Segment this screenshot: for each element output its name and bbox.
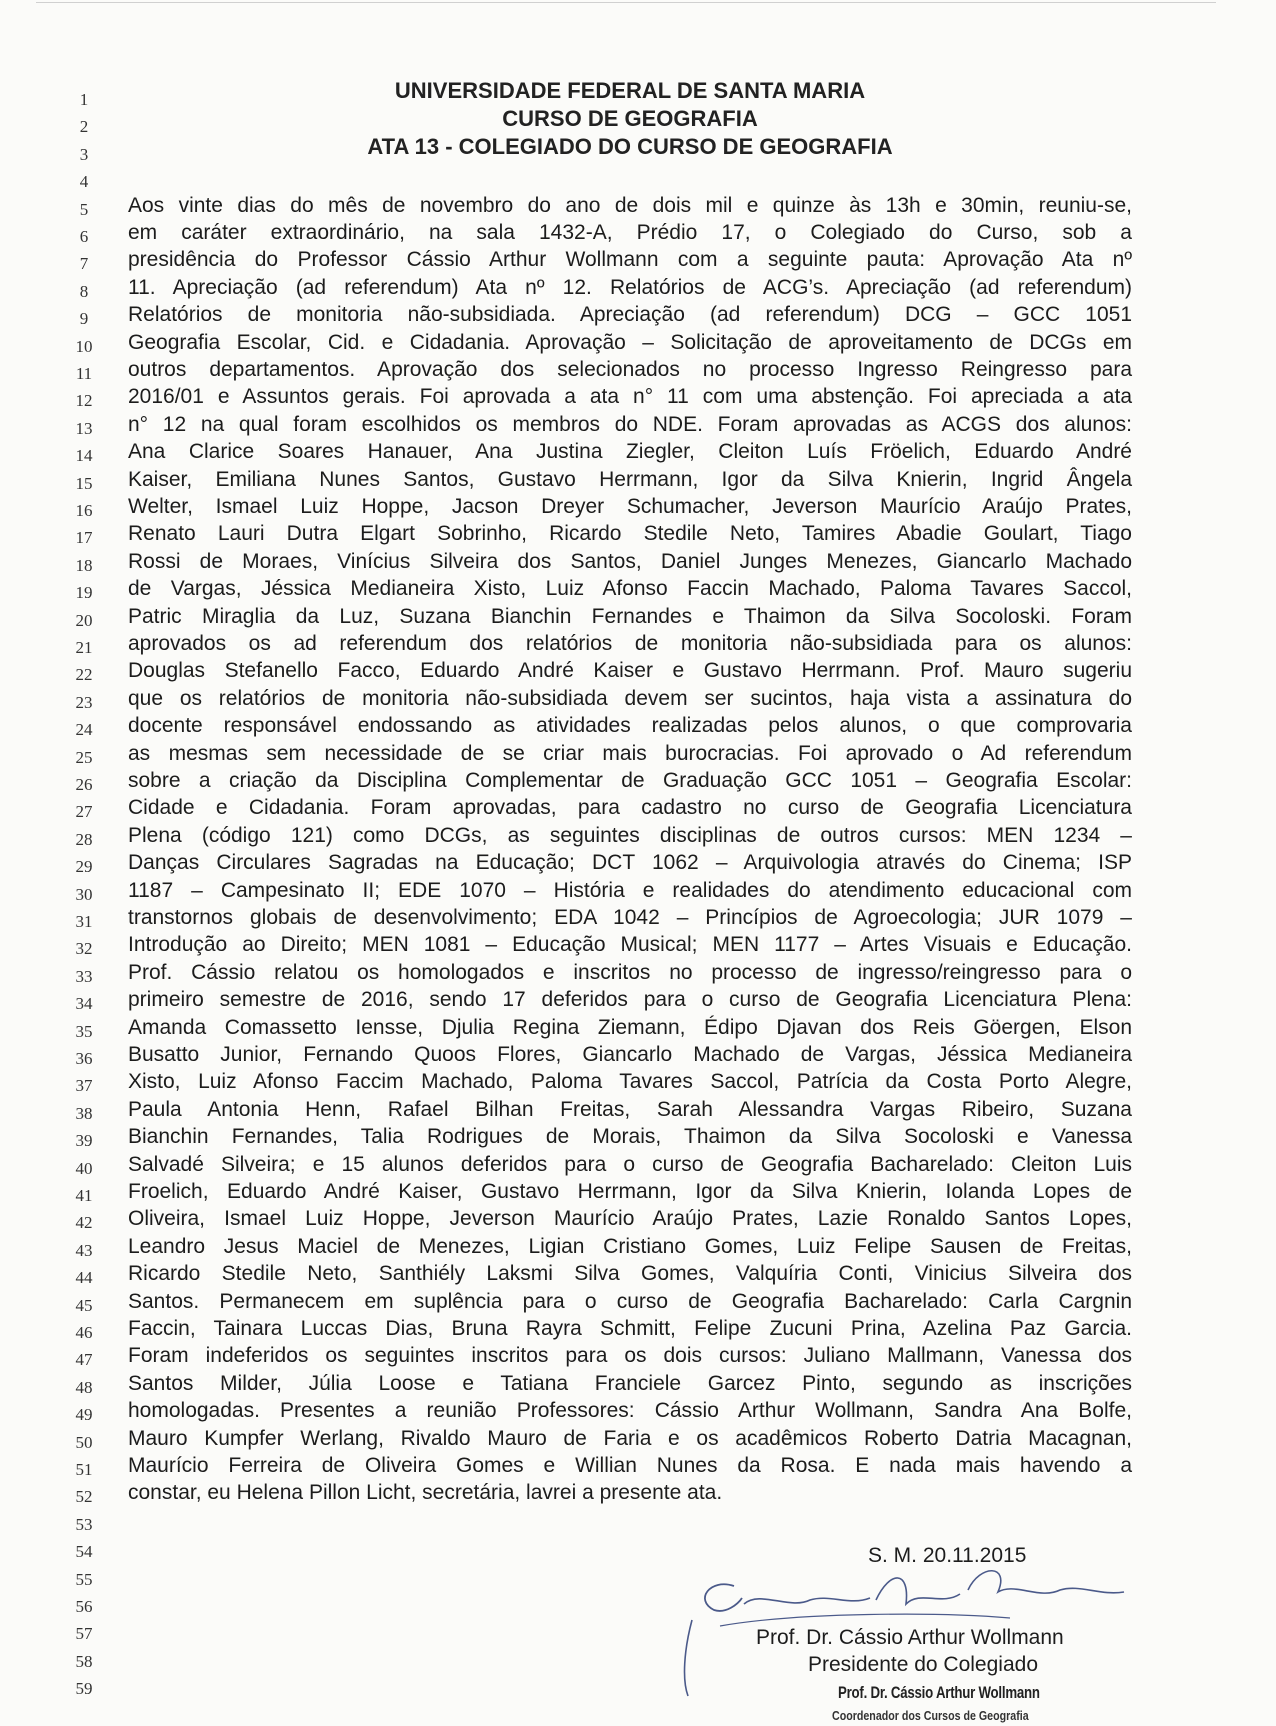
minutes-text-line: aprovados os ad referendum dos relatórios de monitoria não-subsidiada para os alunos: <box>128 632 1132 655</box>
minutes-text-line: Rossi de Moraes, Vinícius Silveira dos Santos, Daniel Junges Menezes, Giancarlo Machado <box>128 549 1132 573</box>
line-number: 19 <box>75 583 93 603</box>
minutes-text-line: Amanda Comassetto Iensse, Djulia Regina Ziemann, Édipo Djavan dos Reis Göergen, Elson <box>128 1015 1132 1039</box>
minutes-text-line: Froelich, Eduardo André Kaiser, Gustavo Herrmann, Igor da Silva Knierin, Iolanda Lopes de <box>128 1180 1132 1203</box>
line-number: 11 <box>75 364 93 383</box>
minutes-text-line: Aos vinte dias do mês de novembro do ano de dois mil e quinze às 13h e 30min, reuniu-se, <box>128 193 1132 217</box>
line-number: 59 <box>75 1679 93 1699</box>
minutes-text-line: Oliveira, Ismael Luiz Hoppe, Jeverson Maurício Araújo Prates, Lazie Ronaldo Santos Lopes, <box>128 1207 1132 1231</box>
page-top-edge <box>36 2 1216 3</box>
line-number: 15 <box>75 473 93 493</box>
line-number: 34 <box>75 994 93 1014</box>
line-number: 56 <box>75 1597 93 1616</box>
line-number: 1 <box>79 90 89 109</box>
minutes-text-line: que os relatórios de monitoria não-subsidiada devem ser sucintos, haja vista a assinatura do <box>128 686 1132 710</box>
line-number: 18 <box>75 555 93 575</box>
minutes-title: ATA 13 - COLEGIADO DO CURSO DE GEOGRAFIA <box>367 134 893 159</box>
line-number: 4 <box>79 172 89 192</box>
minutes-text-line: Maurício Ferreira de Oliveira Gomes e Willian Nunes da Rosa. E nada mais havendo a <box>128 1454 1132 1477</box>
line-number: 35 <box>75 1021 93 1041</box>
signer-name: Prof. Dr. Cássio Arthur Wollmann <box>756 1626 1064 1649</box>
line-number: 31 <box>75 912 93 931</box>
minutes-text-line: Xisto, Luiz Afonso Faccim Machado, Paloma Tavares Saccol, Patrícia da Costa Porto Alegre, <box>128 1070 1132 1094</box>
course-heading: CURSO DE GEOGRAFIA <box>502 106 758 131</box>
minutes-text-line: sobre a criação da Disciplina Complementar de Graduação GCC 1051 – Geografia Escolar: <box>128 769 1132 792</box>
line-number: 46 <box>75 1323 93 1342</box>
line-number: 43 <box>75 1240 93 1260</box>
line-number: 41 <box>75 1186 93 1205</box>
line-number: 3 <box>79 144 89 164</box>
line-number: 55 <box>75 1569 93 1589</box>
minutes-text-line: Cidade e Cidadania. Foram aprovadas, para cadastro no curso de Geografia Licenciatura <box>128 796 1132 820</box>
signer-title: Presidente do Colegiado <box>808 1653 1038 1676</box>
minutes-text-line: n° 12 na qual foram escolhidos os membros do NDE. Foram aprovadas as ACGS dos alunos: <box>128 412 1132 436</box>
minutes-text-line: Bianchin Fernandes, Talia Rodrigues de Morais, Thaimon da Silva Socoloski e Vanessa <box>128 1125 1132 1149</box>
minutes-text-line: Plena (código 121) como DCGs, as seguintes disciplinas de outros cursos: MEN 1234 – <box>128 823 1132 847</box>
line-number: 52 <box>75 1487 93 1507</box>
line-number: 29 <box>75 857 93 877</box>
line-number: 39 <box>75 1131 93 1151</box>
line-number: 9 <box>79 309 89 329</box>
line-number: 14 <box>75 446 93 466</box>
line-number: 5 <box>79 199 89 219</box>
minutes-text-line: Danças Circulares Sagradas na Educação; DCT 1062 – Arquivologia através do Cinema; ISP <box>128 851 1132 875</box>
line-number: 49 <box>75 1405 93 1425</box>
line-number: 22 <box>75 665 93 685</box>
minutes-text-line: Relatórios de monitoria não-subsidiada. Apreciação (ad referendum) DCG – GCC 1051 <box>128 303 1132 327</box>
stamp-name: Prof. Dr. Cássio Arthur Wollmann <box>838 1683 1040 1702</box>
line-number: 12 <box>75 391 93 411</box>
minutes-text-line: transtornos globais de desenvolvimento; EDA 1042 – Princípios de Agroecologia; JUR 1079 – <box>128 906 1132 929</box>
minutes-text-line: Salvadé Silveira; e 15 alunos deferidos para o curso de Geografia Bacharelado: Cleiton Luis <box>128 1152 1132 1176</box>
minutes-text-line: Faccin, Tainara Luccas Dias, Bruna Rayra Schmitt, Felipe Zucuni Prina, Azelina Paz Garcia. <box>128 1317 1132 1340</box>
line-number: 48 <box>75 1377 93 1397</box>
line-number: 16 <box>75 501 93 520</box>
line-number: 28 <box>75 829 93 849</box>
minutes-text-line: Prof. Cássio relatou os homologados e inscritos no processo de ingresso/reingresso para o <box>128 960 1132 984</box>
minutes-text-line: docente responsável endossando as atividades realizadas pelos alunos, o que comprovaria <box>128 714 1132 738</box>
line-number: 7 <box>79 254 89 274</box>
line-number: 38 <box>75 1103 93 1123</box>
line-number: 8 <box>79 281 89 301</box>
minutes-text-line: 2016/01 e Assuntos gerais. Foi aprovada a ata n° 11 com uma abstenção. Foi apreciada a ata <box>128 385 1132 409</box>
minutes-text-line: as mesmas sem necessidade de se criar mais burocracias. Foi aprovado o Ad referendum <box>128 741 1132 765</box>
line-number: 33 <box>75 966 93 986</box>
line-number: 20 <box>75 610 93 630</box>
line-number: 54 <box>75 1542 93 1562</box>
minutes-text-line: Paula Antonia Henn, Rafael Bilhan Freitas, Sarah Alessandra Vargas Ribeiro, Suzana <box>128 1097 1132 1121</box>
minutes-text-line: Ricardo Stedile Neto, Santhiély Laksmi Silva Gomes, Valquíria Conti, Vinicius Silveira dos <box>128 1262 1132 1286</box>
line-number: 58 <box>75 1651 93 1671</box>
line-number: 27 <box>75 802 93 822</box>
line-number: 51 <box>75 1460 93 1479</box>
minutes-text-line: outros departamentos. Aprovação dos selecionados no processo Ingresso Reingresso para <box>128 358 1132 381</box>
line-number: 21 <box>75 638 93 657</box>
minutes-text-line: Kaiser, Emiliana Nunes Santos, Gustavo Herrmann, Igor da Silva Knierin, Ingrid Ângela <box>128 467 1132 491</box>
minutes-text-line: Mauro Kumpfer Werlang, Rivaldo Mauro de Faria e os acadêmicos Roberto Datria Macagnan, <box>128 1426 1132 1450</box>
minutes-text-line: Geografia Escolar, Cid. e Cidadania. Aprovação – Solicitação de aproveitamento de DCGs em <box>128 330 1132 354</box>
minutes-text-line: 1187 – Campesinato II; EDE 1070 – História e realidades do atendimento educacional com <box>128 878 1132 902</box>
minutes-text-line: Santos Milder, Júlia Loose e Tatiana Franciele Garcez Pinto, segundo as inscrições <box>128 1371 1132 1395</box>
line-number: 10 <box>75 336 93 356</box>
line-number: 2 <box>79 117 89 137</box>
line-number: 45 <box>75 1295 93 1315</box>
minutes-text-line: homologadas. Presentes a reunião Professores: Cássio Arthur Wollmann, Sandra Ana Bolfe, <box>128 1399 1132 1423</box>
line-number: 24 <box>75 720 93 740</box>
line-number: 17 <box>75 528 93 548</box>
line-number: 47 <box>75 1350 93 1370</box>
line-number: 57 <box>75 1624 93 1644</box>
line-number: 42 <box>75 1213 93 1233</box>
minutes-text-line: Renato Lauri Dutra Elgart Sobrinho, Ricardo Stedile Neto, Tamires Abadie Goulart, Tiago <box>128 522 1132 546</box>
line-number: 32 <box>75 939 93 959</box>
minutes-text-line: Patric Miraglia da Luz, Suzana Bianchin Fernandes e Thaimon da Silva Socoloski. Foram <box>128 604 1132 628</box>
minutes-text-line: 11. Apreciação (ad referendum) Ata nº 12. Relatórios de ACG’s. Apreciação (ad referendum) <box>128 275 1132 299</box>
line-number: 30 <box>75 884 93 904</box>
minutes-text-line: Welter, Ismael Luiz Hoppe, Jacson Dreyer Schumacher, Jeverson Maurício Araújo Prates, <box>128 495 1132 518</box>
stamp-role: Coordenador dos Cursos de Geografia <box>832 1708 1029 1723</box>
line-number: 26 <box>75 775 93 794</box>
line-number: 50 <box>75 1432 93 1452</box>
line-number: 40 <box>75 1158 93 1178</box>
minutes-text-line: Santos. Permanecem em suplência para o curso de Geografia Bacharelado: Carla Cargnin <box>128 1289 1132 1313</box>
minutes-text-line: Douglas Stefanello Facco, Eduardo André Kaiser e Gustavo Herrmann. Prof. Mauro sugeriu <box>128 659 1132 683</box>
line-number: 37 <box>75 1076 93 1096</box>
university-heading: UNIVERSIDADE FEDERAL DE SANTA MARIA <box>394 78 866 103</box>
minutes-text-line: primeiro semestre de 2016, sendo 17 deferidos para o curso de Geografia Licenciatura Plena: <box>128 988 1132 1012</box>
minutes-text-line: em caráter extraordinário, na sala 1432-A, Prédio 17, o Colegiado do Curso, sob a <box>128 221 1132 244</box>
line-number: 53 <box>75 1514 93 1534</box>
place-date: S. M. 20.11.2015 <box>868 1544 1027 1567</box>
line-number: 44 <box>75 1268 93 1288</box>
line-number: 36 <box>75 1049 93 1068</box>
minutes-text-line: de Vargas, Jéssica Medianeira Xisto, Luiz Afonso Faccin Machado, Paloma Tavares Saccol, <box>128 577 1132 601</box>
minutes-text-line: Ana Clarice Soares Hanauer, Ana Justina Ziegler, Cleiton Luís Fröelich, Eduardo André <box>128 440 1132 464</box>
minutes-text-line: constar, eu Helena Pillon Licht, secretária, lavrei a presente ata. <box>128 1481 723 1505</box>
line-number: 23 <box>75 692 93 712</box>
line-number: 13 <box>75 418 93 438</box>
line-number: 6 <box>79 227 89 246</box>
line-number: 25 <box>75 747 93 767</box>
minutes-text-line: Leandro Jesus Maciel de Menezes, Ligian Cristiano Gomes, Luiz Felipe Sausen de Freitas, <box>128 1234 1132 1258</box>
minutes-text-line: Busatto Junior, Fernando Quoos Flores, Giancarlo Machado de Vargas, Jéssica Medianeira <box>128 1043 1132 1066</box>
minutes-text-line: Foram indeferidos os seguintes inscritos para os dois cursos: Juliano Mallmann, Vanessa dos <box>128 1344 1132 1368</box>
minutes-text-line: Introdução ao Direito; MEN 1081 – Educação Musical; MEN 1177 – Artes Visuais e Educação. <box>128 933 1132 957</box>
minutes-text-line: presidência do Professor Cássio Arthur Wollmann com a seguinte pauta: Aprovação Ata nº <box>128 248 1132 272</box>
